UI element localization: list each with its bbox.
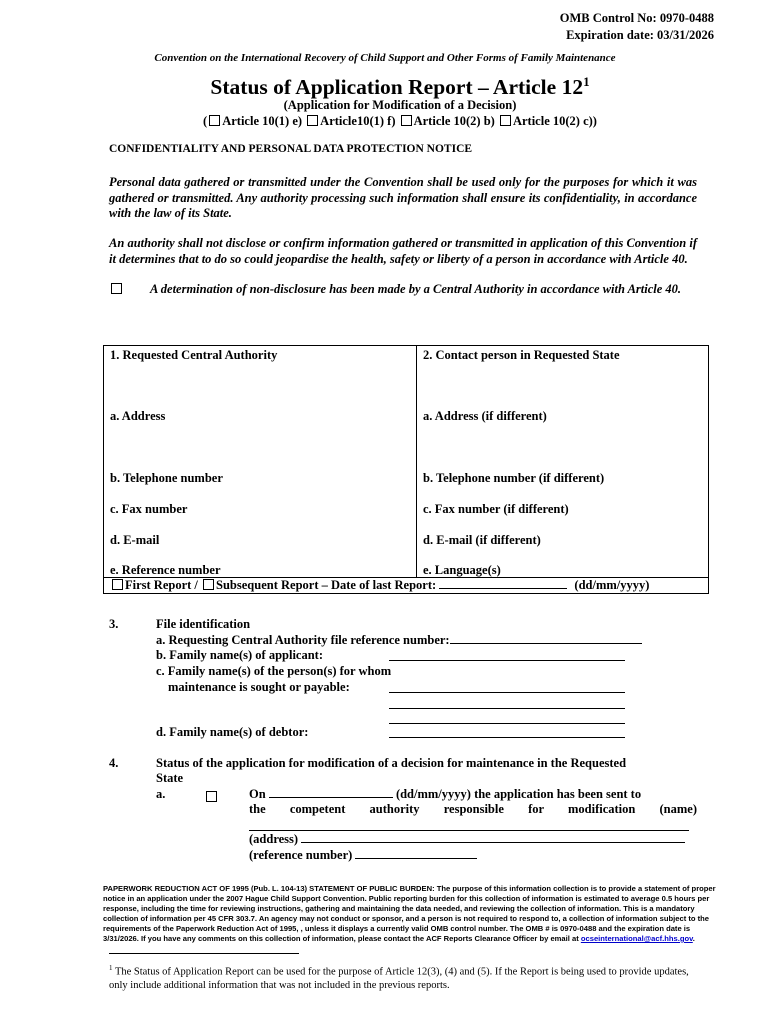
non-disclosure-checkbox[interactable] bbox=[111, 283, 122, 294]
checkbox-article-10-2-b[interactable] bbox=[401, 115, 412, 126]
language-label: e. Language(s) bbox=[423, 563, 501, 577]
authority-address-field[interactable] bbox=[301, 842, 685, 843]
competent-authority-label: the competent authority responsible for modification (name) bbox=[249, 802, 697, 816]
applicant-name-field[interactable] bbox=[389, 660, 625, 661]
address-label: a. Address bbox=[110, 409, 166, 423]
contact-address-label: a. Address (if different) bbox=[423, 409, 547, 423]
omb-control-number: OMB Control No: 0970-0488 bbox=[559, 11, 714, 25]
section-3-number: 3. bbox=[109, 617, 119, 631]
section-4-heading-2: State bbox=[156, 771, 184, 785]
section-4-number: 4. bbox=[109, 756, 119, 770]
expiration-date: Expiration date: 03/31/2026 bbox=[566, 28, 714, 42]
address-row: (address) bbox=[249, 832, 685, 847]
contact-email-label: d. E-mail (if different) bbox=[423, 533, 541, 547]
email-label: d. E-mail bbox=[110, 533, 160, 547]
convention-title: Convention on the International Recovery of Child Support and Other Forms of Family Maintenance bbox=[154, 52, 616, 64]
requested-authority-cell bbox=[104, 346, 417, 578]
checkbox-article-10-1-e[interactable] bbox=[209, 115, 220, 126]
applicant-name-label: b. Family name(s) of applicant: bbox=[156, 648, 324, 662]
authority-reference-field[interactable] bbox=[355, 858, 477, 859]
checkbox-article-10-1-f[interactable] bbox=[307, 115, 318, 126]
first-report-checkbox[interactable] bbox=[112, 579, 123, 590]
sent-on-row: On (dd/mm/yyyy) the application has been sent to bbox=[249, 787, 642, 801]
debtor-name-field[interactable] bbox=[389, 737, 625, 738]
maintenance-person-field-2[interactable] bbox=[389, 708, 625, 709]
notice-paragraph-2: An authority shall not disclose or confirm information gathered or transmitted in application of this Convention if it determines that to do so could jeopardise the health, safety or liberty of a person in accordance with Article 40. bbox=[109, 236, 697, 266]
notice-heading: CONFIDENTIALITY AND PERSONAL DATA PROTECTION NOTICE bbox=[109, 143, 473, 155]
maintenance-person-field-1[interactable] bbox=[389, 692, 625, 693]
debtor-name-label: d. Family name(s) of debtor: bbox=[156, 725, 309, 739]
contact-person-label: 2. Contact person in Requested State bbox=[423, 348, 620, 362]
report-type-row: First Report / Subsequent Report – Date of last Report: (dd/mm/yyyy) bbox=[104, 578, 709, 594]
paperwork-reduction-statement: PAPERWORK REDUCTION ACT OF 1995 (Pub. L. 104-13) STATEMENT OF PUBLIC BURDEN: The purpose of this information collection is to provide a statement of proper notice in an application under the 2007 Hague Child Support Convention. Public reporting burden for this collection of information is estimated to average 0.5 hours per response, including the time for reviewing instructions, gathering and maintaining the data needed, and reviewing the collection of information. This is a mandatory collection of information per 45 CFR 303.7. An agency may not conduct or sponsor, and a person is not required to respond to, a collection of information subject to the requirements of the Paperwork Reduction Act of 1995, , unless it displays a currently valid OMB control number. The OMB # is 0970-0488 and the expiration date is 3/31/2026. If you have any comments on this collection of information, please contact the ACF Reports Clearance Officer by email at ocseinternational@acf.hhs.gov. bbox=[103, 884, 716, 943]
requested-authority-label: 1. Requested Central Authority bbox=[110, 348, 278, 362]
page-title: Status of Application Report – Article $12^1$ bbox=[210, 74, 590, 100]
telephone-label: b. Telephone number bbox=[110, 471, 223, 485]
maintenance-person-field-3[interactable] bbox=[389, 723, 625, 724]
subsequent-report-checkbox[interactable] bbox=[203, 579, 214, 590]
checkbox-article-10-2-c[interactable] bbox=[500, 115, 511, 126]
item-a-checkbox[interactable] bbox=[206, 791, 217, 802]
section-3-heading: File identification bbox=[156, 617, 251, 631]
article-options: ( Article 10(1) e) Article10(1) f) Article 10(2) b) Article 10(2) c)) bbox=[203, 114, 597, 128]
reference-row: (reference number) bbox=[249, 848, 477, 863]
item-a-label: a. bbox=[156, 787, 166, 801]
page-subtitle: (Application for Modification of a Decision) bbox=[283, 98, 517, 112]
authority-table bbox=[103, 345, 709, 594]
title-footnote-ref: 1 bbox=[583, 74, 590, 89]
sent-date-field[interactable] bbox=[269, 797, 393, 798]
contact-fax-label: c. Fax number (if different) bbox=[423, 502, 569, 516]
item-a-checkbox-wrap bbox=[204, 788, 219, 806]
reference-number-label: e. Reference number bbox=[110, 563, 221, 577]
last-report-date-field[interactable] bbox=[439, 588, 567, 589]
fax-label: c. Fax number bbox=[110, 502, 188, 516]
footnote: $^1$ The Status of Application Report can be used for the purpose of Article 12(3), (4) and (5). If the Report is being used to provide updates, only include additional information that was not included in the previous reports. bbox=[109, 964, 689, 991]
section-4-heading-1: Status of the application for modification of a decision for maintenance in the Requested bbox=[156, 756, 627, 770]
maintenance-person-label-1: c. Family name(s) of the person(s) for whom bbox=[156, 664, 392, 678]
contact-person-cell bbox=[417, 346, 709, 578]
footnote-divider bbox=[109, 953, 299, 954]
file-reference-row: a. Requesting Central Authority file reference number: bbox=[156, 633, 642, 648]
non-disclosure-row bbox=[109, 282, 697, 298]
acf-email-link[interactable]: ocseinternational@acf.hhs.gov bbox=[580, 934, 693, 943]
non-disclosure-text: A determination of non-disclosure has been made by a Central Authority in accordance with Article 40. bbox=[150, 282, 682, 296]
contact-telephone-label: b. Telephone number (if different) bbox=[423, 471, 605, 485]
notice-paragraph-1: Personal data gathered or transmitted under the Convention shall be used only for the purposes for which it was gathered or transmitted. Any authority processing such information shall ensure its confidentiality, in accordance with the law of its State. bbox=[109, 175, 697, 220]
competent-authority-name-field[interactable] bbox=[249, 830, 689, 831]
file-reference-field[interactable] bbox=[450, 643, 642, 644]
maintenance-person-label-2: maintenance is sought or payable: bbox=[168, 680, 350, 694]
